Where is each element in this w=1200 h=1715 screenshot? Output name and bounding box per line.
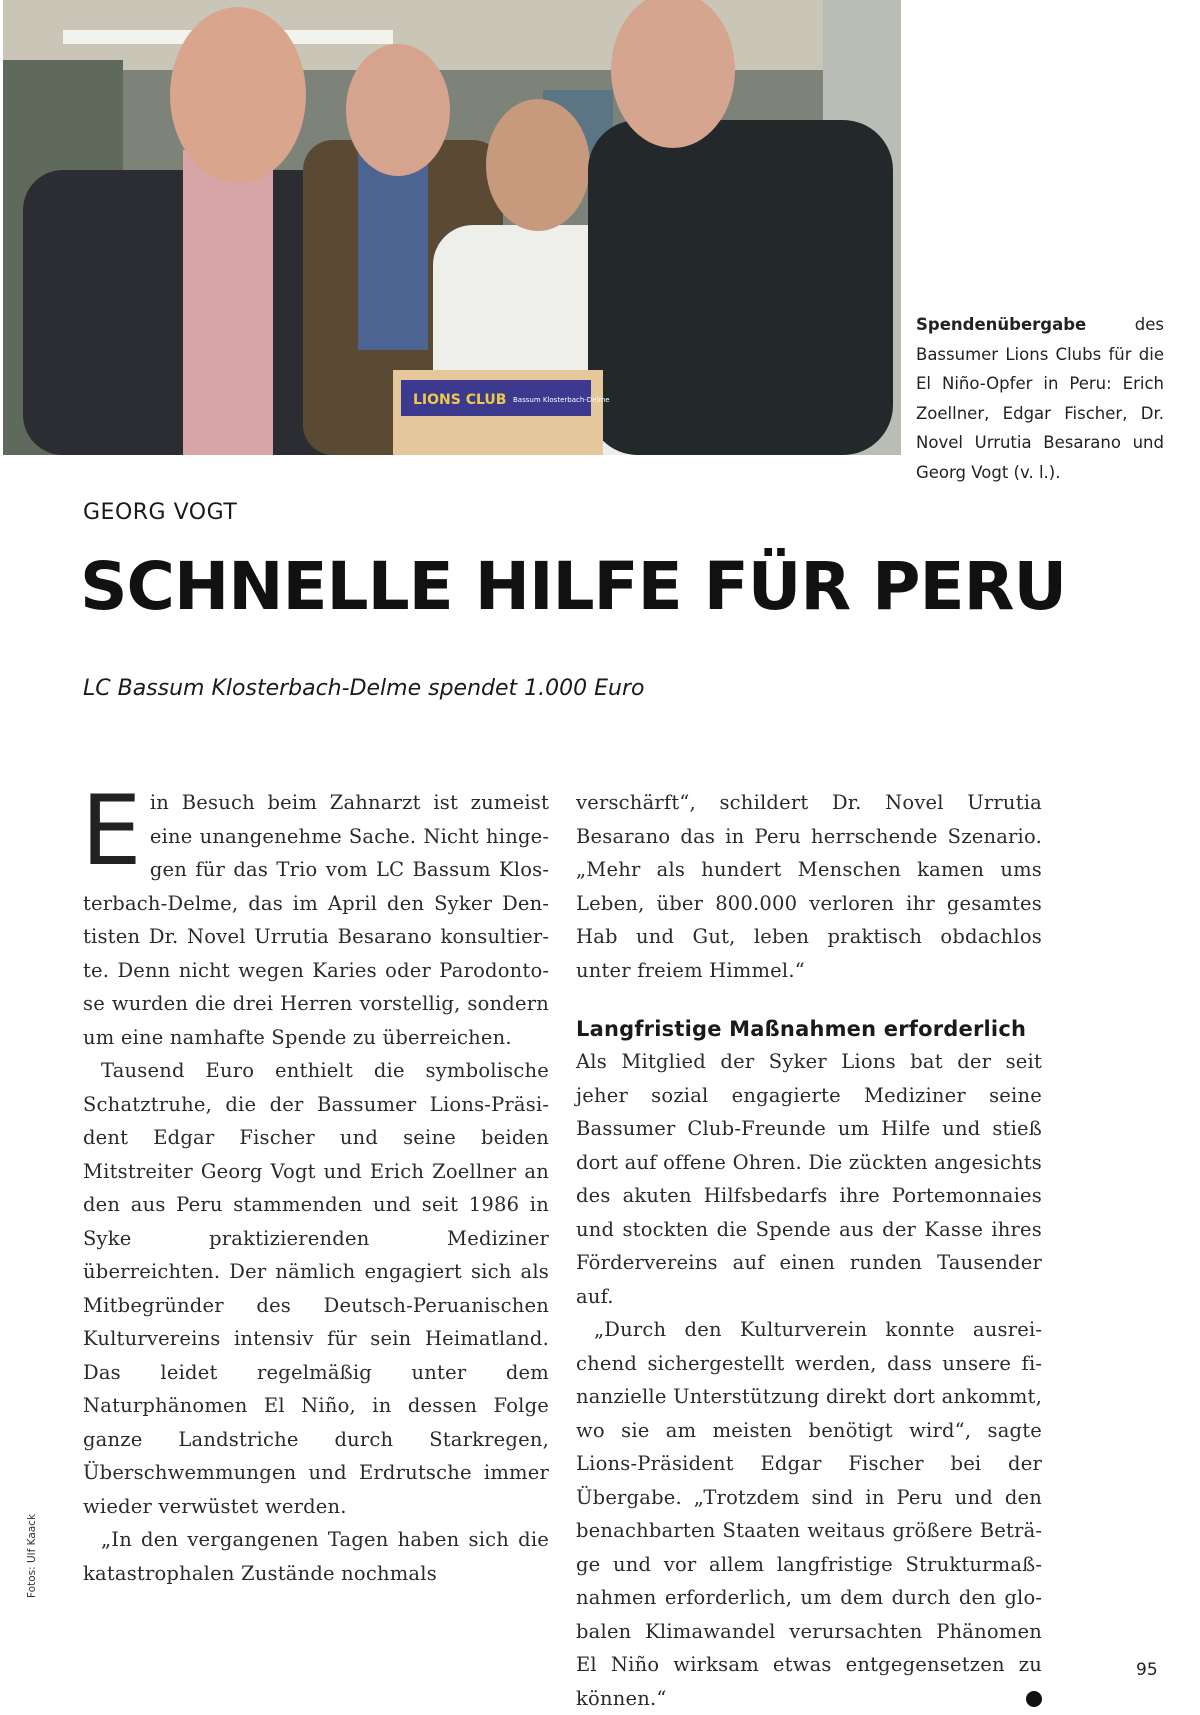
article-headline: SCHNELLE HILFE FÜR PERU <box>80 548 1067 625</box>
lions-end-icon: L <box>1026 1691 1042 1707</box>
photo-illustration <box>3 0 901 455</box>
article-subheadline: LC Bassum Klosterbach-Delme spendet 1.000 Euro <box>83 676 645 701</box>
box-label: LIONS CLUB <box>413 392 507 408</box>
column-overflow-spacer <box>576 786 1042 987</box>
article-photo <box>3 0 901 455</box>
box-text: Bassum Klosterbach-Delme <box>513 396 610 404</box>
paragraph-5: „Durch den Kulturverein konnte ausreichend sichergestellt werden, dass unsere finanzielle Unterstützung direkt dort ankommt, wo sie am meisten benötigt wird“, sagte Lions-Präsident Edgar Fischer bei der Übergabe. „Trotzdem sind in Peru und den benachbarten Staaten weitaus größere Beträge und vor allem langfristige Strukturmaßnahmen erforderlich, um dem durch den globalen Klimawandel verursachten Phänomen El Niño wirksam etwas entgegensetzen zu können.“ <box>576 1318 1042 1710</box>
drop-cap: E <box>81 775 142 887</box>
body-column-right <box>576 786 1052 1715</box>
photo-credit: Fotos: Ulf Kaack <box>26 1513 38 1598</box>
page-number: 95 <box>1136 1660 1158 1680</box>
photo-caption <box>916 310 1164 487</box>
author-name: GEORG VOGT <box>83 500 238 525</box>
caption-bold: Spendenübergabe <box>916 315 1087 334</box>
body-column-left <box>81 775 549 1590</box>
paragraph-3: „In den vergangenen Tagen haben sich die katastrophalen Zustände nochmals <box>83 1528 549 1585</box>
paragraph-4: Als Mitglied der Syker Lions bat der seit jeher sozial engagierte Mediziner seine Bassumer Club-Freunde um Hilfe und stieß dort auf offene Ohren. Die zückten angesichts des akuten Hilfsbedarfs ihre Portemonnaies und stockten die Spende aus der Kasse ihres Fördervereins auf einen runden Tausender auf. <box>576 1050 1042 1308</box>
paragraph-1: in Besuch beim Zahnarzt ist zumeist eine unangenehme Sache. Nicht hingegen für das Trio vom LC Bassum Klosterbach-Delme, das im April den Syker Dentisten Dr. Novel Urrutia Besarano konsultierte. Denn nicht wegen Karies oder Parodontose wurden die drei Herren vorstellig, sondern um eine namhafte Spende zu überreichen. <box>83 791 549 1049</box>
paragraph-2: Tausend Euro enthielt die symbolische Schatztruhe, die der Bassumer Lions-Präsident Edgar Fischer und seine beiden Mitstreiter Georg Vogt und Erich Zoellner an den aus Peru stammenden und seit 1986 in Syke praktizierenden Mediziner überreichten. Der nämlich engagiert sich als Mitbegründer des Deutsch-Peruanischen Kulturvereins intensiv für sein Heimatland. Das leidet regelmäßig unter dem Naturphänomen El Niño, in dessen Folge ganze Landstriche durch Starkregen, Überschwemmungen und Erdrutsche immer wieder verwüstet werden. <box>83 1059 549 1518</box>
paragraph-3-continued: verschärft“, schildert Dr. Novel Urrutia Besarano das in Peru herrschende Szenario. „Mehr als hundert Menschen kamen ums Leben, über 800.000 verloren ihr gesamtes Hab und Gut, leben praktisch obdachlos unter freiem Himmel.“ <box>576 791 1042 982</box>
caption-text: des Bassumer Lions Clubs für die El Niño-Opfer in Peru: Erich Zoellner, Edgar Fischer, Dr. Novel Urrutia Besarano und Georg Vogt (v. l.). <box>916 315 1164 482</box>
section-subtitle: Langfristige Maßnahmen erforderlich <box>576 1017 1027 1041</box>
